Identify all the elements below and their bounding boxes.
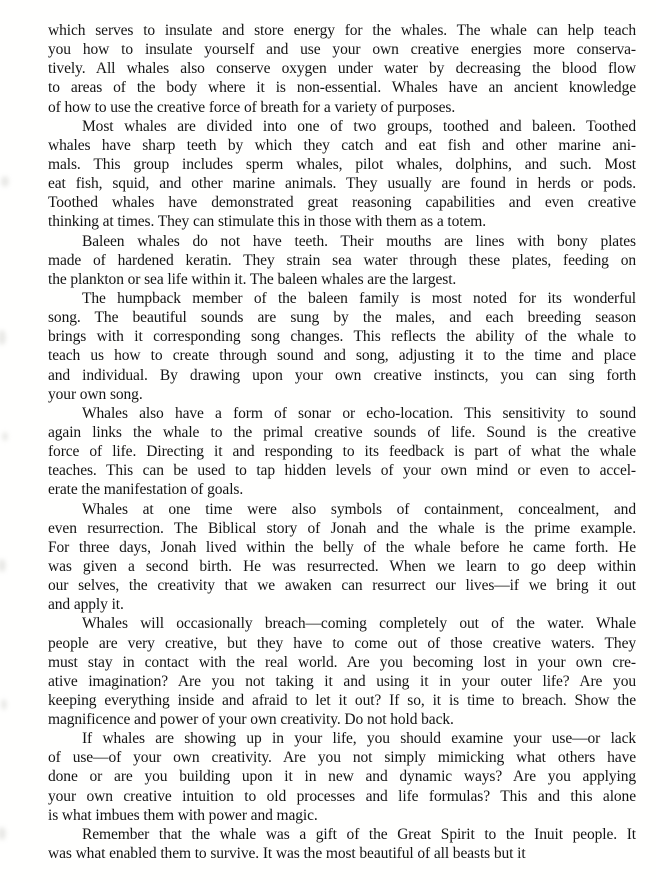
text-line: song. The beautiful sounds are sung by the males, and each breeding season [48,309,636,327]
text-line: our selves, the creativity that we awaken can resurrect our lives—if we bring it out [48,577,636,595]
text-line: of how to use the creative force of breath for a variety of purposes. [48,98,456,116]
scan-smudge [1,699,7,710]
paragraph [48,117,636,232]
text-line: is what imbues them with power and magic. [48,806,318,824]
text-line: eat fish, squid, and other marine animals. They usually are found in herds or pods. [48,175,636,193]
text-line: Baleen whales do not have teeth. Their mouths are lines with bony plates [82,232,636,250]
text-line: again links the whale to the primal creative sounds of life. Sound is the creative [48,423,636,441]
text-line: was given a second birth. He was resurrected. When we learn to go deep within [48,557,636,575]
text-line: of use—of your own creativity. Are you not simply mimicking what others have [48,749,636,767]
text-line: to areas of the body where it is non-essential. Whales have an ancient knowledge [48,79,636,97]
text-line: force of life. Directing it and responding to its feedback is part of what the whale [48,443,636,461]
text-line: your own creative intuition to old processes and life formulas? This and this alone [48,787,636,805]
paragraph [48,21,636,117]
scan-smudge [1,176,9,187]
text-line: erate the manifestation of goals. [48,481,244,499]
text-line: Most whales are divided into one of two groups, toothed and baleen. Toothed [82,117,636,135]
text-line: even resurrection. The Biblical story of Jonah and the whale is the prime example. [48,519,636,537]
text-line: If whales are showing up in your life, you should examine your use—or lack [82,730,636,748]
paragraph [48,729,636,825]
text-line: Toothed whales have demonstrated great reasoning capabilities and even creative [48,194,636,212]
text-line: teaches. This can be used to tap hidden levels of your own mind or even to accel- [48,462,636,480]
text-line: The humpback member of the baleen family is most noted for its wonderful [82,289,636,307]
text-line: tively. All whales also conserve oxygen under water by decreasing the blood flow [48,60,636,78]
scan-smudge [0,827,6,840]
text-line: Whales will occasionally breach—coming completely out of the water. Whale [82,615,636,633]
text-line: whales have sharp teeth by which they catch and eat fish and other marine ani- [48,136,636,154]
text-line: ative imagination? Are you not taking it and using it in your outer life? Are you [48,672,636,690]
scan-smudge [0,559,6,572]
text-line: teach us how to create through sound and song, adjusting it to the time and place [48,347,636,365]
text-line: must stay in contact with the real world. Are you becoming lost in your own cre- [48,653,636,671]
text-line: your own song. [48,385,143,403]
scan-smudge [2,432,8,441]
text-line: was what enabled them to survive. It was the most beautiful of all beasts but it [48,845,526,863]
text-line: you how to insulate yourself and use your own creative energies more conserva- [48,41,636,59]
text-line: keeping everything inside and afraid to let it out? If so, it is time to breach. Show the [48,691,636,709]
text-line: For three days, Jonah lived within the belly of the whale before he came forth. He [48,538,636,556]
text-line: and individual. By drawing upon your own creative instincts, you can sing forth [48,366,636,384]
text-line: Remember that the whale was a gift of the Great Spirit to the Inuit people. It [82,825,636,843]
text-line: made of hardened keratin. They strain sea water through these plates, feeding on [48,251,636,269]
text-line: people are very creative, but they have to come out of those creative waters. They [48,634,636,652]
paragraph [48,500,636,615]
text-line: Whales at one time were also symbols of containment, concealment, and [82,500,636,518]
text-line: and apply it. [48,596,124,614]
text-line: done or are you building upon it in new and dynamic ways? Are you applying [48,768,636,786]
text-line: the plankton or sea life within it. The baleen whales are the largest. [48,270,457,288]
paragraph [48,825,636,863]
paragraph [48,404,636,500]
text-line: magnificence and power of your own creativity. Do not hold back. [48,711,454,729]
text-line: thinking at times. They can stimulate this in those with them as a totem. [48,213,486,231]
text-line: brings with it corresponding song changes. This reflects the ability of the whale to [48,328,636,346]
text-block [48,21,636,863]
paragraph [48,232,636,289]
text-line: mals. This group includes sperm whales, pilot whales, dolphins, and such. Most [48,155,636,173]
paragraph [48,614,636,729]
text-line: Whales also have a form of sonar or echo-location. This sensitivity to sound [82,404,636,422]
scan-smudge [0,330,6,345]
paragraph [48,289,636,404]
text-line: which serves to insulate and store energy for the whales. The whale can help teach [48,22,636,39]
